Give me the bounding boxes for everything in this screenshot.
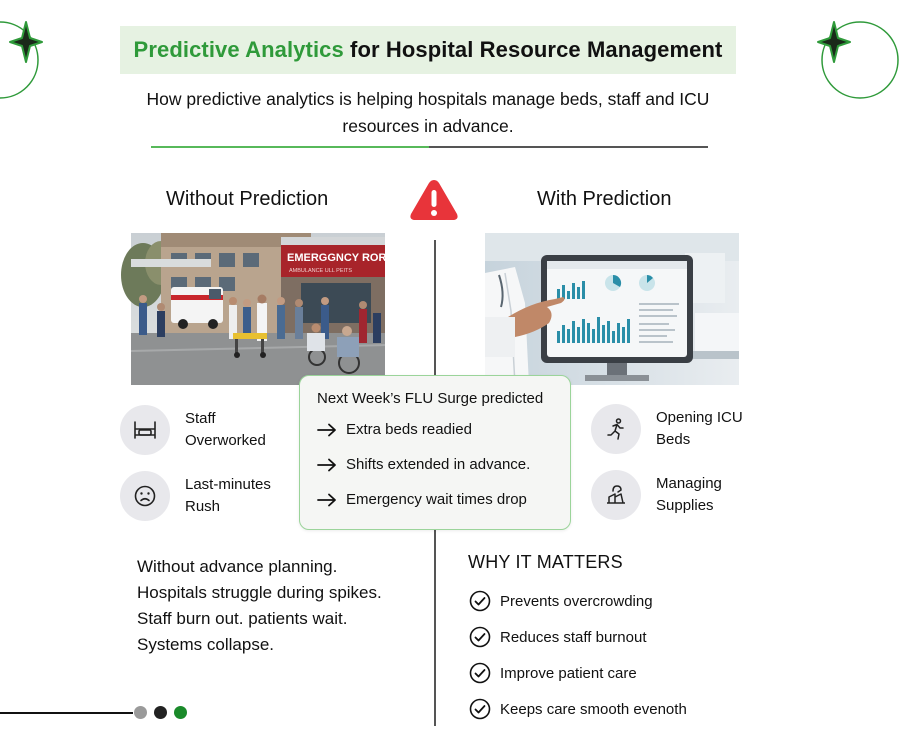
without-planning-paragraph [137, 554, 417, 658]
feature-label: Staff Overworked [185, 410, 266, 449]
prediction-item-label: Emergency wait times drop [346, 491, 527, 508]
title-rest: for Hospital Resource Management [343, 37, 723, 62]
matters-item-label: Keeps care smooth evenoth [500, 700, 687, 718]
matters-item-label: Reduces staff burnout [500, 628, 647, 646]
page-subtitle: How predictive analytics is helping hospitals manage beds, staff and ICU resources in advance. [146, 89, 710, 136]
analytics-dashboard-photo [485, 233, 739, 385]
supplies-icon [591, 470, 641, 520]
sparkle-decoration-left [0, 8, 42, 100]
prediction-item [317, 491, 527, 508]
arrow-right-icon [317, 493, 337, 507]
why-it-matters-heading: WHY IT MATTERS [468, 552, 623, 572]
flu-surge-prediction-card [299, 375, 571, 530]
feature-opening-icu-beds [591, 404, 766, 454]
paragraph-line: Staff burn out. patients wait. [137, 609, 348, 628]
pager-line [0, 712, 133, 714]
arrow-right-icon [317, 423, 337, 437]
pager-dot-1[interactable] [134, 706, 147, 719]
check-circle-icon [469, 626, 491, 648]
matters-item-label: Improve patient care [500, 664, 637, 682]
matters-item [469, 590, 653, 612]
matters-item-label: Prevents overcrowding [500, 592, 653, 610]
matters-item [469, 626, 646, 648]
title-accent: Predictive Analytics [133, 37, 344, 62]
prediction-card-title: Next Week’s FLU Surge predicted [317, 390, 544, 407]
sparkle-decoration-right [816, 8, 900, 100]
center-divider-top [434, 240, 436, 376]
frown-face-icon [120, 471, 170, 521]
pager-dot-2[interactable] [154, 706, 167, 719]
bed-icon [120, 405, 170, 455]
title-rule-gray [429, 146, 708, 148]
prediction-item-label: Shifts extended in advance. [346, 456, 531, 473]
arrow-right-icon [317, 458, 337, 472]
paragraph-line: Without advance planning. [137, 557, 338, 576]
feature-label: Opening ICU Beds [656, 409, 743, 448]
feature-label: Managing Supplies [656, 475, 722, 514]
matters-item [469, 662, 637, 684]
feature-label: Last-minutes Rush [185, 476, 271, 515]
prediction-item [317, 456, 530, 473]
emergency-scene-photo [131, 233, 403, 385]
check-circle-icon [469, 698, 491, 720]
check-circle-icon [469, 662, 491, 684]
feature-last-minutes-rush [120, 471, 295, 521]
paragraph-line: Systems collapse. [137, 635, 274, 654]
check-circle-icon [469, 590, 491, 612]
paragraph-line: Hospitals struggle during spikes. [137, 583, 382, 602]
with-prediction-heading: With Prediction [537, 188, 672, 210]
matters-item [469, 698, 687, 720]
title-rule-green [151, 146, 429, 148]
prediction-item [317, 421, 472, 438]
running-person-icon [591, 404, 641, 454]
prediction-item-label: Extra beds readied [346, 421, 472, 438]
title-banner [120, 26, 736, 74]
feature-managing-supplies [591, 470, 766, 520]
center-divider-bottom [434, 530, 436, 726]
page-title [134, 37, 723, 63]
pager-dot-3-active[interactable] [174, 706, 187, 719]
without-prediction-heading: Without Prediction [166, 188, 329, 210]
warning-icon [409, 177, 459, 222]
feature-staff-overworked [120, 405, 295, 455]
emergency-sign-text: EMERGGNCY RORON [287, 252, 403, 264]
emergency-subsign-text: AMBULANCE ULL PEITS [289, 268, 353, 274]
